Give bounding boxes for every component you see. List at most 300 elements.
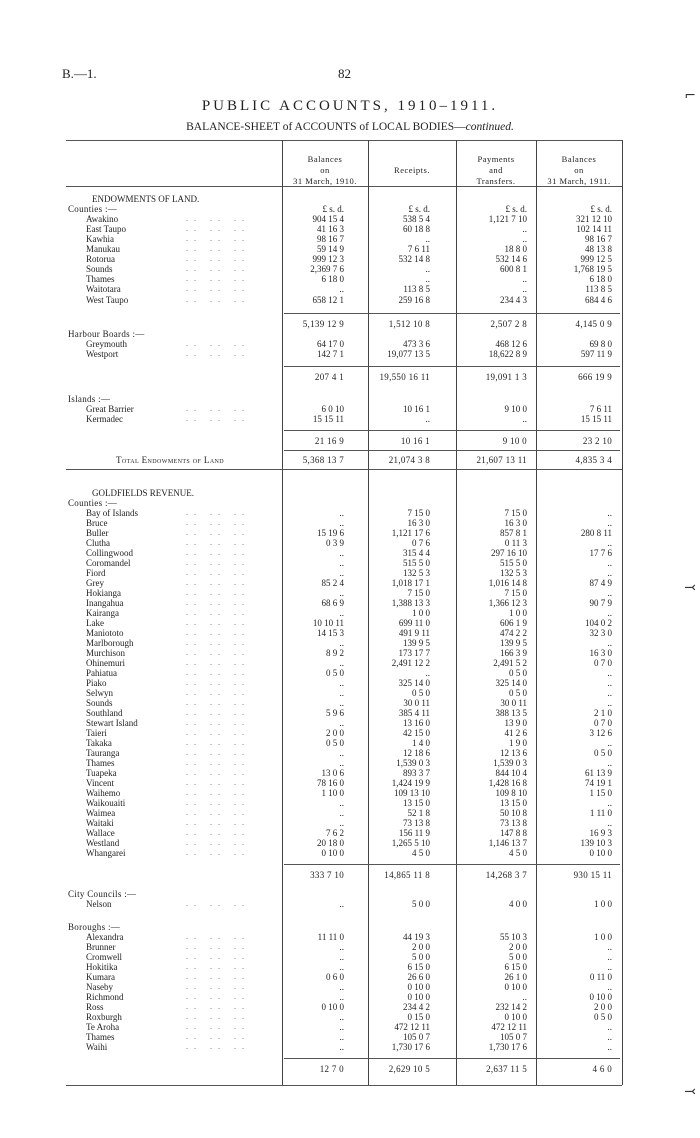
cell-c2: 491 9 11 [398, 628, 430, 638]
row-label: Hokianga [86, 588, 121, 598]
leader-dots: .. .. .. [186, 244, 250, 253]
table-row [0, 808, 700, 818]
cell-c2: 1,424 19 9 [391, 778, 430, 788]
cell-c2: .. [425, 264, 430, 274]
table-row [0, 972, 700, 982]
table-row [0, 339, 700, 349]
cell-c2: 105 0 7 [403, 1032, 430, 1042]
cell-c1: .. [339, 1022, 344, 1032]
group-heading-row [0, 922, 700, 932]
cell-c3: .. [522, 284, 527, 294]
sum-rule [284, 430, 620, 431]
cell-c1: 20 18 0 [317, 838, 344, 848]
cell-c2: 0 10 0 [407, 992, 430, 1002]
row-label: Westland [86, 838, 120, 848]
cell-c3: 388 13 5 [495, 708, 527, 718]
cell-c1: 0 6 0 [326, 972, 344, 982]
cell-c1: 904 15 4 [312, 214, 344, 224]
table-row [0, 748, 700, 758]
table-row [0, 284, 700, 294]
cell-c3: 1,121 7 10 [488, 214, 527, 224]
row-label: GOLDFIELDS REVENUE. [92, 488, 194, 498]
row-label: Rotorua [86, 254, 115, 264]
cell-c4: £ s. d. [590, 204, 612, 214]
cell-c4: 90 7 9 [589, 598, 612, 608]
cell-c3: 139 9 5 [500, 638, 527, 648]
cell-c2: 0 7 6 [412, 538, 430, 548]
leader-dots: .. .. .. [186, 1002, 250, 1011]
leader-dots: .. .. .. [186, 628, 250, 637]
cell-c4: 1,768 19 5 [573, 264, 612, 274]
cell-c3: 9 10 0 [504, 404, 527, 414]
leader-dots: .. .. .. [186, 295, 250, 304]
leader-dots: .. .. .. [186, 1032, 250, 1041]
cell-c4: .. [607, 1022, 612, 1032]
row-label: Sounds [86, 264, 113, 274]
row-label: Takaka [86, 738, 112, 748]
cell-c2: .. [425, 274, 430, 284]
leader-dots: .. .. .. [186, 708, 250, 717]
cell-c4: 61 13 9 [585, 768, 612, 778]
leader-dots: .. .. .. [186, 728, 250, 737]
row-label: Kumara [86, 972, 115, 982]
cell-c1: .. [339, 678, 344, 688]
cell-c2: 0 15 0 [407, 1012, 430, 1022]
row-label: Waitotara [86, 284, 121, 294]
cell-c4: 1 11 0 [589, 808, 612, 818]
cell-c2: 13 16 0 [403, 718, 430, 728]
cell-c1: .. [339, 1042, 344, 1052]
cell-c1: .. [339, 962, 344, 972]
table-row [0, 518, 700, 528]
cell-c1: .. [339, 992, 344, 1002]
leader-dots: .. .. .. [186, 588, 250, 597]
row-label: West Taupo [86, 295, 129, 305]
cell-c2: 52 1 8 [407, 808, 430, 818]
cell-c1: 98 16 7 [317, 234, 344, 244]
leader-dots: .. .. .. [186, 972, 250, 981]
cell-c2: 2,629 10 5 [388, 1064, 430, 1074]
cell-c2: 5 0 0 [412, 952, 430, 962]
row-label: Manukau [86, 244, 120, 254]
cell-c2: 515 5 0 [403, 558, 430, 568]
cell-c4: 139 10 3 [580, 838, 612, 848]
table-row [0, 274, 700, 284]
cell-c4: 930 15 11 [573, 870, 612, 880]
leader-dots: .. .. .. [186, 748, 250, 757]
cell-c3: 232 14 2 [495, 1002, 527, 1012]
cell-c4: 1 0 0 [594, 899, 612, 909]
cell-c2: 16 3 0 [407, 518, 430, 528]
cell-c1: .. [339, 698, 344, 708]
cell-c1: 2 0 0 [326, 728, 344, 738]
cell-c3: 297 16 10 [491, 548, 527, 558]
table-row [0, 628, 700, 638]
cell-c4: 4,145 0 9 [575, 319, 612, 329]
cell-c1: .. [339, 982, 344, 992]
cell-c2: 139 9 5 [403, 638, 430, 648]
cell-c4: 2 0 0 [594, 1002, 612, 1012]
cell-c3: 26 1 0 [504, 972, 527, 982]
cell-c4: .. [607, 678, 612, 688]
cell-c4: 23 2 10 [582, 436, 612, 446]
leader-dots: .. .. .. [186, 838, 250, 847]
table-row [0, 528, 700, 538]
cell-c2: 7 15 0 [407, 508, 430, 518]
table-row [0, 818, 700, 828]
cell-c4: .. [607, 638, 612, 648]
cell-c3: 13 15 0 [500, 798, 527, 808]
cell-c3: 0 5 0 [509, 688, 527, 698]
cell-c2: .. [425, 668, 430, 678]
cell-c1: .. [339, 558, 344, 568]
cell-c1: 10 10 11 [312, 618, 344, 628]
cell-c3: 1,146 13 7 [488, 838, 527, 848]
cell-c3: 2 0 0 [509, 942, 527, 952]
cell-c1: 59 14 9 [317, 244, 344, 254]
row-label: Grey [86, 578, 104, 588]
cell-c1: 999 12 3 [312, 254, 344, 264]
cell-c3: 515 5 0 [500, 558, 527, 568]
colhead-line: 31 March, 1910. [293, 176, 357, 186]
cell-c1: .. [339, 798, 344, 808]
cell-c4: 17 7 6 [589, 548, 612, 558]
table-row [0, 768, 700, 778]
margin-tick-mark: ⌐ [684, 88, 696, 104]
table-row [0, 1002, 700, 1012]
table-row [0, 295, 700, 305]
table-row [0, 932, 700, 942]
cell-c3: 474 2 2 [500, 628, 527, 638]
cell-c4: 0 5 0 [594, 748, 612, 758]
cell-c3: £ s. d. [505, 204, 527, 214]
table-row [0, 798, 700, 808]
row-label: Tuapeka [86, 768, 117, 778]
cell-c3: 600 8 1 [500, 264, 527, 274]
leader-dots: .. .. .. [186, 768, 250, 777]
colhead-line: Transfers. [476, 176, 516, 186]
cell-c2: 73 13 8 [403, 818, 430, 828]
row-label: Waihi [86, 1042, 108, 1052]
cell-c1: .. [339, 518, 344, 528]
cell-c2: 315 4 4 [403, 548, 430, 558]
cell-c4: 32 3 0 [589, 628, 612, 638]
row-label: Taieri [86, 728, 107, 738]
leader-dots: .. .. .. [186, 214, 250, 223]
cell-c1: 13 0 6 [321, 768, 344, 778]
colhead-line: on [320, 165, 330, 175]
table-row [0, 254, 700, 264]
cell-c2: 699 11 0 [398, 618, 430, 628]
cell-c3: 132 5 3 [500, 568, 527, 578]
row-label: Waitaki [86, 818, 114, 828]
cell-c1: 68 6 9 [321, 598, 344, 608]
cell-c3: 16 3 0 [504, 518, 527, 528]
row-label: Kermadec [86, 414, 123, 424]
leader-dots: .. .. .. [186, 1042, 250, 1051]
cell-c3: .. [522, 274, 527, 284]
row-label: Total Endowments of Land [116, 455, 225, 465]
cell-c1: 1 10 0 [321, 788, 344, 798]
cell-c4: 113 8 5 [585, 284, 612, 294]
leader-dots: .. .. .. [186, 778, 250, 787]
cell-c3: 30 0 11 [500, 698, 527, 708]
cell-c1: 21 16 9 [314, 436, 344, 446]
cell-c4: 7 6 11 [589, 404, 612, 414]
row-label: Coromandel [86, 558, 131, 568]
cell-c2: 12 18 6 [403, 748, 430, 758]
table-row [0, 588, 700, 598]
page-title: PUBLIC ACCOUNTS, 1910–1911. [201, 98, 499, 114]
row-label: Ohinemuri [86, 658, 125, 668]
cell-c2: 10 16 1 [400, 436, 430, 446]
cell-c4: 0 7 0 [594, 658, 612, 668]
table-row [0, 224, 700, 234]
cell-c4: .. [607, 518, 612, 528]
page-number: 82 [338, 66, 351, 81]
cell-c1: .. [339, 718, 344, 728]
leader-dots: .. .. .. [186, 598, 250, 607]
table-row [0, 1022, 700, 1032]
cell-c4: 0 11 0 [589, 972, 612, 982]
table-row [0, 962, 700, 972]
sum-rule [66, 469, 622, 470]
table-row [0, 838, 700, 848]
row-label: Awakino [86, 214, 119, 224]
cell-c3: 21,607 13 11 [476, 455, 527, 465]
leader-dots: .. .. .. [186, 688, 250, 697]
cell-c1: 78 16 0 [317, 778, 344, 788]
cell-c2: 19,550 16 11 [379, 372, 430, 382]
cell-c2: 109 13 10 [394, 788, 430, 798]
cell-c2: 0 5 0 [412, 688, 430, 698]
cell-c1: 6 0 10 [321, 404, 344, 414]
cell-c2: £ s. d. [408, 204, 430, 214]
cell-c2: 325 14 0 [398, 678, 430, 688]
cell-c4: .. [607, 688, 612, 698]
cell-c3: 468 12 6 [495, 339, 527, 349]
page-reference: B.—1. [62, 66, 97, 81]
cell-c4: .. [607, 668, 612, 678]
table-row [0, 738, 700, 748]
cell-c2: 1,730 17 6 [391, 1042, 430, 1052]
cell-c3: 325 14 0 [495, 678, 527, 688]
cell-c3: .. [522, 224, 527, 234]
sum-rule [284, 450, 620, 451]
leader-dots: .. .. .. [186, 508, 250, 517]
table-row [0, 204, 700, 214]
cell-c1: 658 12 1 [312, 295, 344, 305]
row-label: Islands :— [68, 394, 111, 404]
leader-dots: .. .. .. [186, 528, 250, 537]
cell-c3: 606 1 9 [500, 618, 527, 628]
leader-dots: .. .. .. [186, 414, 250, 423]
cell-c4: .. [607, 558, 612, 568]
colhead-line: Balances [307, 154, 343, 164]
cell-c4: 16 3 0 [589, 648, 612, 658]
row-label: Bruce [86, 518, 108, 528]
table-row [0, 264, 700, 274]
row-label: Greymouth [86, 339, 127, 349]
cell-c3: 532 14 6 [495, 254, 527, 264]
cell-c3: .. [522, 414, 527, 424]
cell-c1: .. [339, 548, 344, 558]
cell-c2: 2 0 0 [412, 942, 430, 952]
cell-c2: .. [425, 234, 430, 244]
cell-c4: .. [607, 568, 612, 578]
cell-c1: 5,139 12 9 [302, 319, 344, 329]
leader-dots: .. .. .. [186, 718, 250, 727]
cell-c4: 3 12 6 [589, 728, 612, 738]
table-row [0, 404, 700, 414]
section-heading-row [0, 194, 700, 204]
sum-rule [284, 864, 620, 865]
cell-c1: .. [339, 608, 344, 618]
leader-dots: .. .. .. [186, 1012, 250, 1021]
table-row [0, 1032, 700, 1042]
row-label: Wallace [86, 828, 115, 838]
cell-c3: 19,091 1 3 [485, 372, 527, 382]
row-label: Kawhia [86, 234, 114, 244]
cell-c1: 0 10 0 [321, 1002, 344, 1012]
table-row [0, 718, 700, 728]
colhead-line: on [574, 165, 584, 175]
row-label: Buller [86, 528, 109, 538]
table-row [0, 608, 700, 618]
row-label: Counties :— [68, 204, 118, 214]
row-label: ENDOWMENTS OF LAND. [92, 194, 200, 204]
cell-c1: 15 19 6 [317, 528, 344, 538]
cell-c4: 0 5 0 [594, 1012, 612, 1022]
row-label: Stewart Island [86, 718, 138, 728]
cell-c4: 4,835 3 4 [575, 455, 612, 465]
cell-c4: 48 13 8 [585, 244, 612, 254]
table-row [0, 648, 700, 658]
group-heading-row [0, 889, 700, 899]
cell-c2: 13 15 0 [403, 798, 430, 808]
cell-c4: 102 14 11 [576, 224, 612, 234]
subtotal-row [0, 319, 700, 329]
margin-tick-mark: ⤙ [684, 1084, 696, 1100]
leader-dots: .. .. .. [186, 932, 250, 941]
cell-c2: 2,491 12 2 [391, 658, 430, 668]
leader-dots: .. .. .. [186, 1022, 250, 1031]
cell-c2: 44 19 3 [403, 932, 430, 942]
cell-c2: 532 14 8 [398, 254, 430, 264]
cell-c3: 147 8 8 [500, 828, 527, 838]
sum-rule [284, 313, 620, 314]
cell-c3: 1,366 12 3 [488, 598, 527, 608]
group-heading-row [0, 394, 700, 404]
leader-dots: .. .. .. [186, 518, 250, 527]
cell-c3: 18 8 0 [504, 244, 527, 254]
row-label: Sounds [86, 698, 113, 708]
cell-c1: 0 10 0 [321, 848, 344, 858]
table-row [0, 658, 700, 668]
cell-c4: .. [607, 798, 612, 808]
cell-c1: £ s. d. [322, 204, 344, 214]
leader-dots: .. .. .. [186, 339, 250, 348]
table-row [0, 698, 700, 708]
cell-c3: 7 15 0 [504, 508, 527, 518]
row-label: Brunner [86, 942, 116, 952]
table-row [0, 668, 700, 678]
cell-c2: 473 3 6 [403, 339, 430, 349]
row-label: Marlborough [86, 638, 134, 648]
cell-c2: 234 4 2 [403, 1002, 430, 1012]
sum-rule [284, 366, 620, 367]
row-label: Hokitika [86, 962, 118, 972]
table-row [0, 758, 700, 768]
cell-c4: 98 16 7 [585, 234, 612, 244]
margin-tick-mark: ⤙ [684, 580, 696, 596]
row-label: Cromwell [86, 952, 122, 962]
leader-dots: .. .. .. [186, 698, 250, 707]
row-label: Pahiatua [86, 668, 117, 678]
cell-c2: 1,121 17 6 [391, 528, 430, 538]
cell-c4: 321 12 10 [576, 214, 612, 224]
cell-c4: .. [607, 952, 612, 962]
cell-c4: .. [607, 1042, 612, 1052]
leader-dots: .. .. .. [186, 758, 250, 767]
row-label: Naseby [86, 982, 113, 992]
leader-dots: .. .. .. [186, 982, 250, 991]
table-row [0, 678, 700, 688]
row-label: Thames [86, 274, 115, 284]
cell-c1: .. [339, 638, 344, 648]
leader-dots: .. .. .. [186, 952, 250, 961]
cell-c1: 5,368 13 7 [302, 455, 344, 465]
cell-c4: .. [607, 818, 612, 828]
leader-dots: .. .. .. [186, 224, 250, 233]
cell-c4: 74 19 1 [585, 778, 612, 788]
cell-c2: 30 0 11 [403, 698, 430, 708]
leader-dots: .. .. .. [186, 658, 250, 667]
cell-c2: 6 15 0 [407, 962, 430, 972]
cell-c3: 2,507 2 8 [490, 319, 527, 329]
cell-c3: 2,491 5 2 [493, 658, 527, 668]
cell-c3: 0 10 0 [504, 982, 527, 992]
cell-c1: 12 7 0 [319, 1064, 344, 1074]
cell-c4: 1 15 0 [589, 788, 612, 798]
leader-dots: .. .. .. [186, 788, 250, 797]
row-label: Nelson [86, 899, 112, 909]
leader-dots: .. .. .. [186, 798, 250, 807]
leader-dots: .. .. .. [186, 578, 250, 587]
cell-c3: 0 5 0 [509, 668, 527, 678]
sum-rule [284, 1058, 620, 1059]
row-label: East Taupo [86, 224, 126, 234]
cell-c3: 109 8 10 [495, 788, 527, 798]
cell-c3: 55 10 3 [500, 932, 527, 942]
row-label: Maniototo [86, 628, 124, 638]
leader-dots: .. .. .. [186, 992, 250, 1001]
cell-c2: 1,018 17 1 [391, 578, 430, 588]
table-row [0, 778, 700, 788]
leader-dots: .. .. .. [186, 274, 250, 283]
leader-dots: .. .. .. [186, 349, 250, 358]
cell-c4: .. [607, 508, 612, 518]
row-label: Roxburgh [86, 1012, 122, 1022]
leader-dots: .. .. .. [186, 848, 250, 857]
cell-c1: .. [339, 899, 344, 909]
row-label: Bay of Islands [86, 508, 138, 518]
cell-c3: 234 4 3 [500, 295, 527, 305]
cell-c1: .. [339, 284, 344, 294]
cell-c2: 1,539 0 3 [396, 758, 430, 768]
cell-c4: 2 1 0 [594, 708, 612, 718]
leader-dots: .. .. .. [186, 738, 250, 747]
